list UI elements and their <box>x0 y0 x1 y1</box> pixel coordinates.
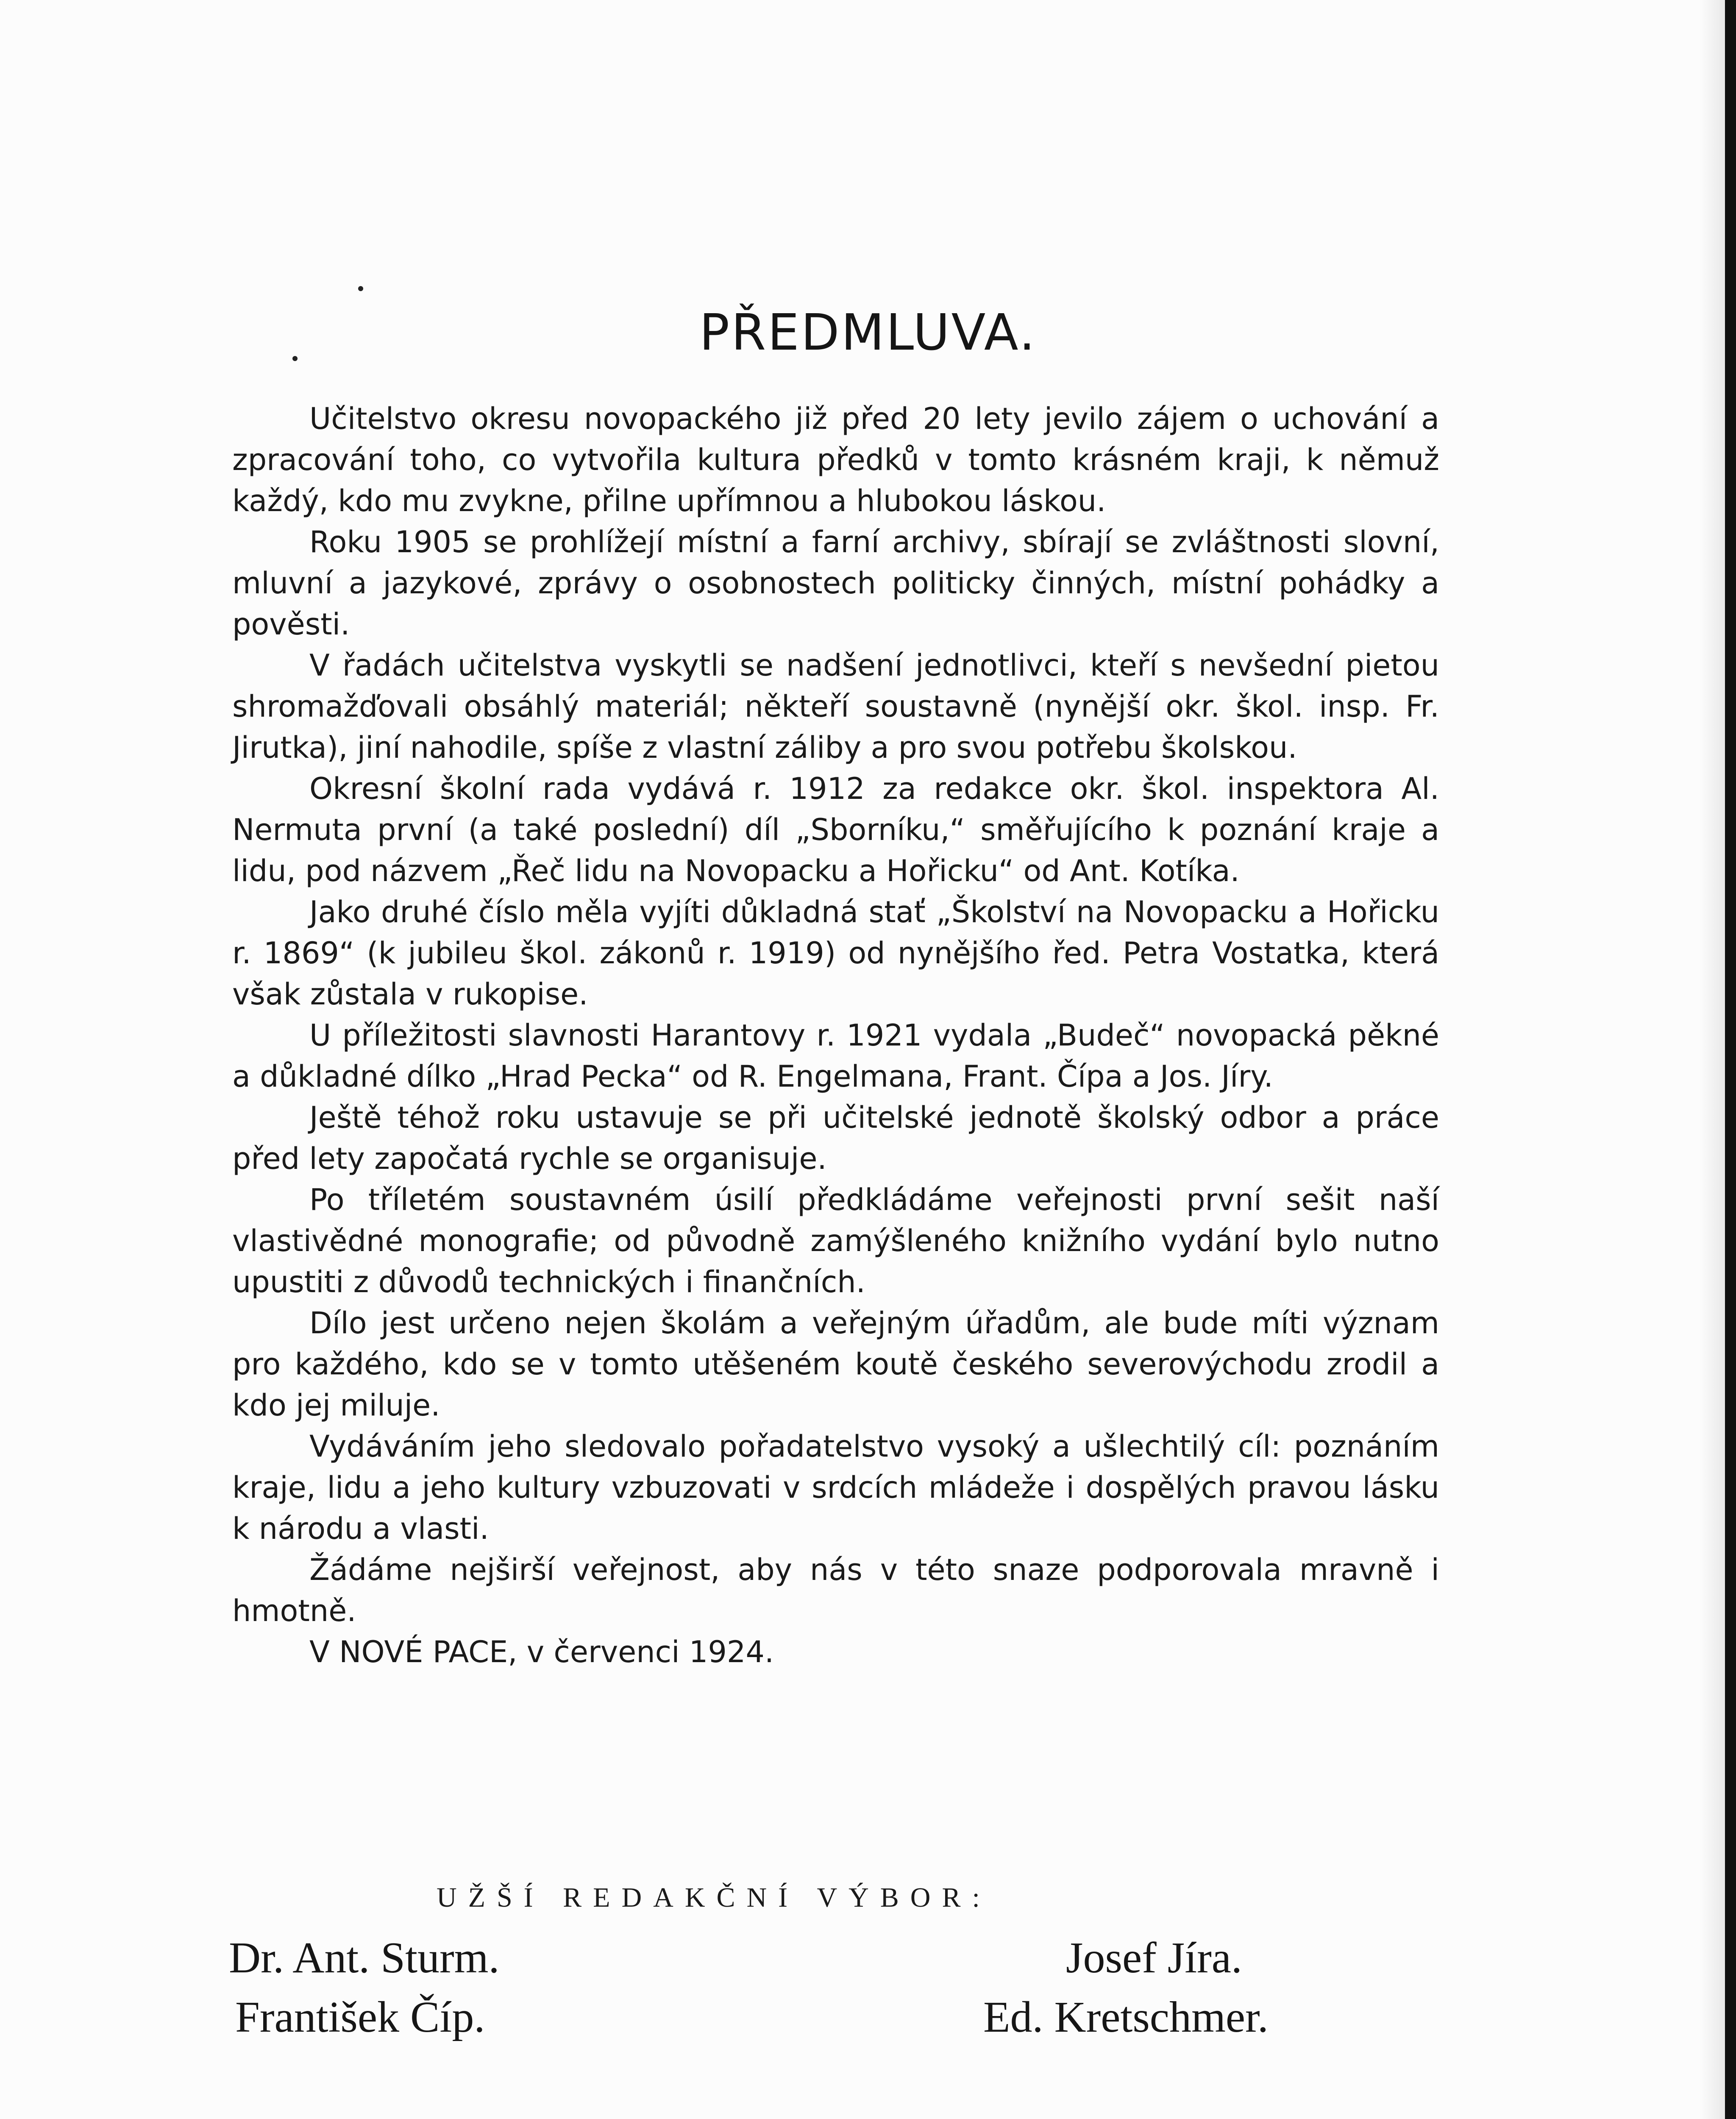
signature-sturm: Dr. Ant. Sturm. <box>229 1933 500 1982</box>
paragraph: Po tříletém soustavném úsilí předkládáme veřejnosti první sešit naší vlastivědné monografie; od původně zamýšleného knižního vydání bylo nutno upustiti z důvodů technických i finančních. <box>232 1182 1439 1299</box>
signature-kretschmer: Ed. Kretschmer. <box>983 1993 1269 2041</box>
paragraph: Okresní školní rada vydává r. 1912 za redakce okr. škol. inspektora Al. Nermuta první (a také poslední) díl „Sborníku,“ směřujícího k poznání kraje a lidu, pod názvem „Řeč lidu na Novopacku a Hořicku“ od Ant. Kotíka. <box>232 771 1439 888</box>
committee-heading: UŽŠÍ REDAKČNÍ VÝBOR: <box>437 1882 991 1913</box>
dateline: V NOVÉ PACE, v červenci 1924. <box>309 1635 774 1669</box>
paragraph: Žádáme nejširší veřejnost, aby nás v této snaze podporovala mravně i hmotně. <box>232 1552 1439 1628</box>
page-title: PŘEDMLUVA. <box>699 303 1037 362</box>
paragraph: Vydáváním jeho sledovalo pořadatelstvo vysoký a ušlechtilý cíl: poznáním kraje, lidu a jeho kultury vzbuzovati v srdcích mládeže i dospělých pravou lásku k národu a vlasti. <box>232 1429 1439 1546</box>
scan-speck <box>292 356 298 361</box>
paragraph: Dílo jest určeno nejen školám a veřejným úřadům, ale bude míti význam pro každého, kdo se v tomto utěšeném koutě českého severovýchodu zrodil a kdo jej miluje. <box>232 1306 1439 1423</box>
signature-jira: Josef Jíra. <box>1066 1933 1242 1982</box>
paragraph: Roku 1905 se prohlížejí místní a farní archivy, sbírají se zvláštnosti slovní, mluvní a jazykové, zprávy o osobnostech politicky činných, místní pohádky a pověsti. <box>232 525 1439 642</box>
paragraph: V řadách učitelstva vyskytli se nadšení jednotlivci, kteří s nevšední pietou shromažďovali obsáhlý materiál; někteří soustavně (nynější okr. škol. insp. Fr. Jirutka), jiní nahodile, spíše z vlastní záliby a pro svou potřebu školskou. <box>232 648 1439 765</box>
scan-speck <box>358 286 363 291</box>
paragraph: U příležitosti slavnosti Harantovy r. 1921 vydala „Budeč“ novopacká pěkné a důkladné dílko „Hrad Pecka“ od R. Engelmana, Frant. Čípa a Jos. Jíry. <box>232 1018 1439 1094</box>
paragraph: Jako druhé číslo měla vyjíti důkladná stať „Školství na Novopacku a Hořicku r. 1869“ (k jubileu škol. zákonů r. 1919) od nynějšího řed. Petra Vostatka, která však zůstala v rukopise. <box>232 895 1439 1012</box>
paragraph: Ještě téhož roku ustavuje se při učitelské jednotě školský odbor a práce před lety započatá rychle se organisuje. <box>232 1100 1439 1176</box>
preface-body <box>232 398 1439 1673</box>
paragraph: Učitelstvo okresu novopackého již před 20 lety jevilo zájem o uchování a zpracování toho, co vytvořila kultura předků v tomto krásném kraji, k němuž každý, kdo mu zvykne, přilne upřímnou a hlubokou láskou. <box>232 401 1439 518</box>
signature-cip: František Číp. <box>235 1993 485 2041</box>
